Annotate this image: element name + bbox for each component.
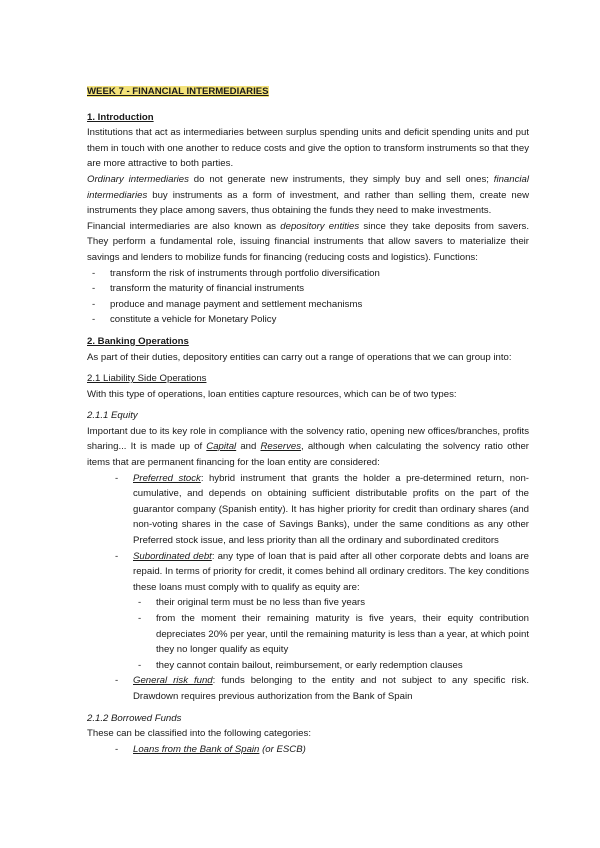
term-preferred-stock: Preferred stock: [133, 472, 201, 484]
equity-text-2: and: [236, 441, 261, 453]
section-2-heading: 2. Banking Operations: [87, 335, 189, 347]
intro-paragraph-2: [87, 172, 529, 219]
section-2-1-heading: 2.1 Liability Side Operations: [87, 373, 207, 385]
equity-item-general-risk-fund: [110, 673, 529, 704]
document-body: [87, 84, 529, 757]
term-loans-bank-of-spain: Loans from the Bank of Spain: [133, 743, 260, 755]
equity-text-3: , although when calculating the solvency ratio other items that are permanent financing for the loan entity are considered:: [87, 441, 529, 469]
title-text: WEEK 7 - FINANCIAL INTERMEDIARIES: [87, 86, 269, 97]
borrowed-funds-paragraph: These can be classified into the following categories:: [87, 728, 311, 740]
document-title: [87, 84, 529, 100]
term-subordinated-debt: Subordinated debt: [133, 550, 212, 562]
intro-paragraph-3: [87, 219, 529, 266]
section-1-heading: 1. Introduction: [87, 111, 154, 123]
equity-item-preferred-stock: [110, 471, 529, 549]
intro-p2-text-2: buy instruments as a form of investment, and rather than selling them, create new instruments they place among savers, thus obtaining the funds they need to make investments.: [87, 189, 529, 217]
equity-paragraph: [87, 424, 529, 471]
functions-list: [87, 266, 529, 328]
term-reserves: Reserves: [260, 441, 302, 453]
function-item: - transform the maturity of financial instruments: [87, 281, 529, 297]
condition-item: - they cannot contain bailout, reimbursement, or early redemption clauses: [133, 658, 529, 674]
condition-item: - from the moment their remaining maturity is five years, their equity contribution depreciates 20% per year, until the remaining maturity is less than a year, at which point they no longer qualify as equity: [133, 611, 529, 658]
borrowed-item-bank-of-spain: [110, 742, 529, 758]
function-item: - produce and manage payment and settlement mechanisms: [87, 297, 529, 313]
banking-paragraph: As part of their duties, depository entities can carry out a range of operations that we can group into:: [87, 351, 512, 363]
intro-p2-text-1: do not generate new instruments, they simply buy and sell ones;: [188, 173, 494, 185]
term-ordinary-intermediaries: Ordinary intermediaries: [87, 173, 189, 185]
term-depository-entities: depository entities: [280, 220, 360, 232]
preferred-stock-text: : hybrid instrument that grants the holder a pre-determined return, non-cumulative, and depends on obtaining sufficient distributable profits on the part of the guarantor company (Spanish entity). It has higher priority for credit than ordinary shares (and non-voting shares in the case of Savings Banks), under the same conditions as any other Preferred stock issue, and less priority than all the ordinary and subordinated creditors: [133, 472, 529, 547]
borrowed-funds-list: [87, 742, 529, 758]
equity-item-subordinated-debt: [110, 549, 529, 674]
general-risk-fund-text: : funds belonging to the entity and not subject to any specific risk. Drawdown requires previous authorization from the Bank of Spain: [133, 675, 529, 702]
equity-items-list: [87, 471, 529, 705]
liability-paragraph: With this type of operations, loan entities capture resources, which can be of two types:: [87, 388, 457, 400]
term-capital: Capital: [206, 441, 237, 453]
intro-paragraph-1: Institutions that act as intermediaries between surplus spending units and deficit spending units and put them in touch with one another to reduce costs and give the option to transform instruments so that they are more attractive to both parties.: [87, 127, 529, 170]
intro-p3-text-1: Financial intermediaries are also known as: [87, 220, 281, 232]
function-item: - transform the risk of instruments through portfolio diversification: [87, 266, 529, 282]
term-financial-intermediaries: financial intermediaries: [87, 173, 529, 201]
section-2-1-2-heading: 2.1.2 Borrowed Funds: [87, 712, 182, 724]
condition-item: - their original term must be no less than five years: [133, 595, 529, 611]
subordinated-conditions-list: [133, 595, 529, 673]
equity-text-1: Important due to its key role in compliance with the solvency ratio, opening new offices/branches, profits sharing... It is made up of: [87, 425, 529, 453]
escb-note: (or ESCB): [259, 743, 306, 755]
intro-p3-text-2: since they take deposits from savers. They perform a fundamental role, issuing financial instruments that allow savers to materialize their savings and lenders to mobilize funds for financing (reducing costs and logistics). Functions:: [87, 220, 530, 263]
term-general-risk-fund: General risk fund: [133, 675, 213, 687]
section-2-1-1-heading: 2.1.1 Equity: [87, 410, 138, 422]
subordinated-debt-text: : any type of loan that is paid after all other corporate debts and loans are repaid. In terms of priority for credit, it comes behind all ordinary creditors. The key conditions these loans must comply with to qualify as equity are:: [133, 550, 529, 593]
function-item: - constitute a vehicle for Monetary Policy: [87, 312, 529, 328]
